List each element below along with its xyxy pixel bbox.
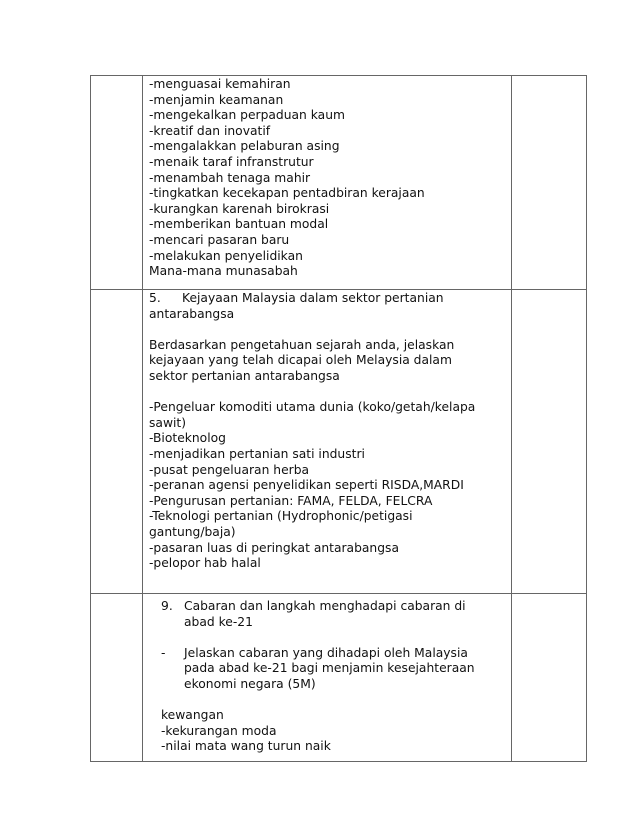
- list-item: kewangan: [161, 708, 224, 723]
- question-text: [184, 646, 475, 693]
- content-cell: [143, 290, 512, 594]
- list-item: -Pengurusan pertanian: FAMA, FELDA, FELCRA: [149, 493, 433, 508]
- list-item: -mencari pasaran baru: [149, 232, 290, 247]
- number-cell: [91, 594, 143, 762]
- list-item: sawit): [149, 415, 187, 430]
- heading-line: abad ke-21: [184, 614, 253, 629]
- question-text: Berdasarkan pengetahuan sejarah anda, jelaskan: [149, 337, 455, 352]
- question-title-text: Kejayaan Malaysia dalam sektor pertanian: [182, 291, 444, 305]
- bullet-question: [149, 646, 507, 693]
- bullet-dash: -: [161, 645, 166, 660]
- list-item: -tingkatkan kecekapan pentadbiran kerajaan: [149, 186, 425, 201]
- row1-content: [143, 76, 511, 286]
- content-cell: [143, 76, 512, 290]
- number-cell: [91, 290, 143, 594]
- numbered-heading: [149, 599, 507, 630]
- list-item: -menjadikan pertanian sati industri: [149, 446, 365, 461]
- question-text: sektor pertanian antarabangsa: [149, 368, 340, 383]
- list-item: -menambah tenaga mahir: [149, 170, 311, 185]
- list-item: -menguasai kemahiran: [149, 77, 291, 91]
- list-item: -mengalakkan pelaburan asing: [149, 139, 340, 154]
- list-item: -mengekalkan perpaduan kaum: [149, 108, 345, 123]
- list-item: gantung/baja): [149, 524, 236, 539]
- question-text: kejayaan yang telah dicapai oleh Melaysia dalam: [149, 353, 452, 368]
- list-item: -memberikan bantuan modal: [149, 217, 329, 232]
- list-item: -Pengeluar komoditi utama dunia (koko/getah/kelapa: [149, 400, 476, 415]
- list-item: -menjamin keamanan: [149, 92, 284, 107]
- question-line: Jelaskan cabaran yang dihadapi oleh Malaysia: [184, 645, 468, 660]
- list-item: -kreatif dan inovatif: [149, 123, 271, 138]
- list-item: -Bioteknolog: [149, 431, 226, 446]
- list-item: -pasaran luas di peringkat antarabangsa: [149, 540, 399, 555]
- list-item: -peranan agensi penyelidikan seperti RISDA,MARDI: [149, 478, 464, 493]
- list-item: -kurangkan karenah birokrasi: [149, 201, 330, 216]
- question-title: [149, 291, 507, 307]
- question-title-cont: antarabangsa: [149, 306, 235, 321]
- heading-text: [184, 599, 466, 630]
- table-row: [91, 594, 587, 762]
- list-item: -kekurangan moda: [161, 723, 277, 738]
- list-item: -pelopor hab halal: [149, 556, 261, 571]
- list-item: -melakukan penyelidikan: [149, 248, 303, 263]
- question-line: pada abad ke-21 bagi menjamin kesejahteraan: [184, 661, 475, 676]
- list-item: -menaik taraf infranstrutur: [149, 154, 314, 169]
- question-line: ekonomi negara (5M): [184, 676, 316, 691]
- list-item: -nilai mata wang turun naik: [161, 739, 331, 754]
- list-item: -Teknologi pertanian (Hydrophonic/petigasi: [149, 509, 413, 524]
- number-cell: [91, 76, 143, 290]
- heading-number: 9.: [161, 599, 173, 613]
- content-cell: [143, 594, 512, 762]
- question-number: 5.: [149, 291, 161, 305]
- list-item: -pusat pengeluaran herba: [149, 462, 310, 477]
- row3-content: [143, 594, 511, 761]
- table-row: [91, 290, 587, 594]
- heading-line: Cabaran dan langkah menghadapi cabaran di: [184, 599, 466, 613]
- answer-table: [90, 75, 587, 762]
- marks-cell: [512, 290, 587, 594]
- marks-cell: [512, 76, 587, 290]
- list-item: Mana-mana munasabah: [149, 264, 298, 279]
- marks-cell: [512, 594, 587, 762]
- row2-content: [143, 290, 511, 578]
- table-row: [91, 76, 587, 290]
